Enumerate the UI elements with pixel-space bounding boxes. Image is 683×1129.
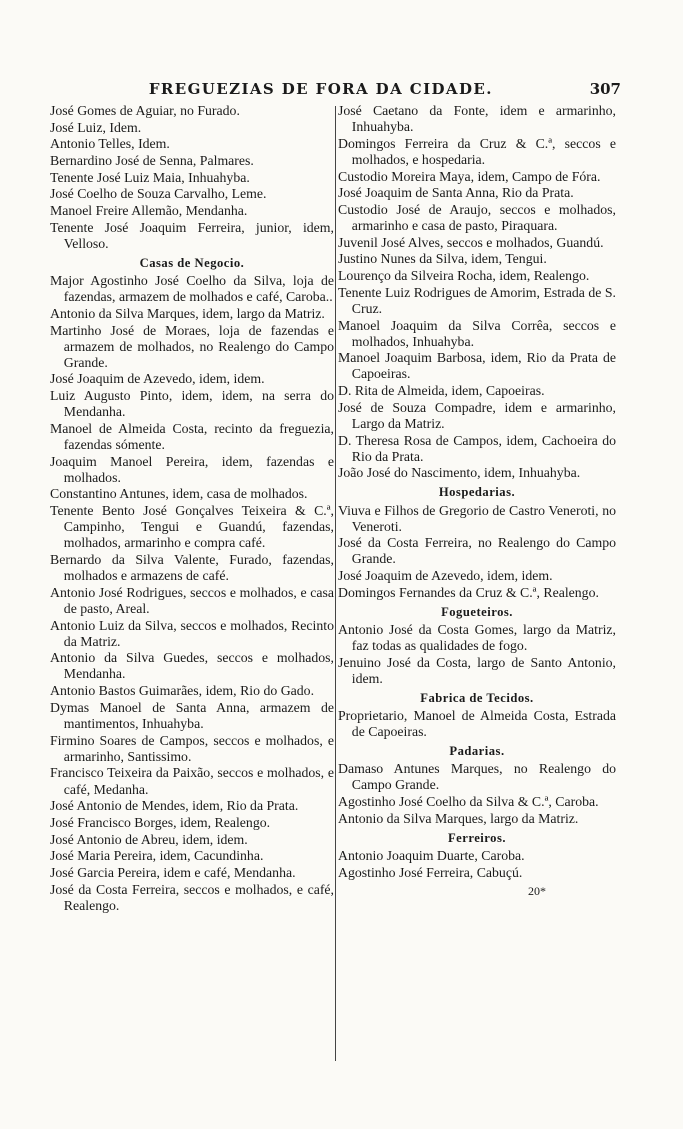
directory-entry: José Francisco Borges, idem, Realengo. xyxy=(50,814,271,830)
directory-entry: Luiz Augusto Pinto, idem, idem, na serra do Mendanha. xyxy=(50,388,334,420)
directory-entry: Antonio da Silva Guedes, seccos e molhados, Mendanha. xyxy=(50,650,334,682)
directory-entry: Martinho José de Moraes, loja de fazendas e armazem de molhados, no Realengo do Campo Grande. xyxy=(50,322,334,370)
directory-entry: José Joaquim de Azevedo, idem, idem. xyxy=(338,568,553,584)
directory-entry: Manoel de Almeida Costa, recinto da freguezia, fazendas sómente. xyxy=(50,420,334,452)
directory-entry: José da Costa Ferreira, no Realengo do Campo Grande. xyxy=(338,535,616,567)
page-number: 307 xyxy=(589,80,621,98)
directory-entry: Lourenço da Silveira Rocha, idem, Realengo. xyxy=(338,268,590,284)
directory-entry: Domingos Ferreira da Cruz & C.ª, seccos e molhados, e hospedaria. xyxy=(338,135,616,167)
directory-entry: Dymas Manoel de Santa Anna, armazem de mantimentos, Inhuahyba. xyxy=(50,699,334,731)
section-heading: Casas de Negocio. xyxy=(139,256,245,270)
running-title: FREGUEZIAS DE FORA DA CIDADE. xyxy=(148,80,493,98)
directory-entry: Manoel Freire Allemão, Mendanha. xyxy=(50,203,248,219)
directory-entry: Firmino Soares de Campos, seccos e molhados, e armarinho, Santissimo. xyxy=(50,732,334,764)
directory-entry: Joaquim Manoel Pereira, idem, fazendas e molhados. xyxy=(50,453,334,485)
directory-entry: Damaso Antunes Marques, no Realengo do Campo Grande. xyxy=(338,761,616,793)
directory-entry: Antonio José da Costa Gomes, largo da Matriz, faz todas as qualidades de fogo. xyxy=(338,622,616,654)
directory-entry: João José do Nascimento, idem, Inhuahyba. xyxy=(338,465,581,481)
directory-entry: José Luiz, Idem. xyxy=(50,119,142,135)
section-heading: Fabrica de Tecidos. xyxy=(420,690,534,705)
section-heading: Padarias. xyxy=(449,744,505,759)
directory-entry: Jenuino José da Costa, largo de Santo Antonio, idem. xyxy=(338,654,616,686)
directory-entry: Constantino Antunes, idem, casa de molhados. xyxy=(50,486,308,502)
directory-entry: Antonio da Silva Marques, largo da Matriz. xyxy=(338,810,579,826)
right-column xyxy=(338,103,616,899)
directory-entry: D. Theresa Rosa de Campos, idem, Cachoeira do Rio da Prata. xyxy=(338,432,616,464)
left-column xyxy=(50,103,334,914)
directory-entry: Antonio Joaquim Duarte, Caroba. xyxy=(338,848,525,863)
directory-entry: Justino Nunes da Silva, idem, Tengui. xyxy=(338,251,547,267)
column-rule xyxy=(335,106,336,1061)
directory-entry: Antonio da Silva Marques, idem, largo da Matriz. xyxy=(50,305,325,321)
directory-entry: José Joaquim de Santa Anna, Rio da Prata. xyxy=(338,185,574,201)
signature-mark: 20* xyxy=(528,883,546,898)
directory-entry: Tenente José Joaquim Ferreira, junior, idem, Velloso. xyxy=(50,219,334,251)
directory-entry: José Joaquim de Azevedo, idem, idem. xyxy=(50,371,265,387)
directory-entry: Juvenil José Alves, seccos e molhados, Guandú. xyxy=(338,234,604,250)
section-heading: Hospedarias. xyxy=(438,485,516,500)
directory-entry: Antonio José Rodrigues, seccos e molhados, e casa de pasto, Areal. xyxy=(50,584,334,616)
directory-entry: Antonio Telles, Idem. xyxy=(50,136,170,152)
directory-entry: Tenente José Luiz Maia, Inhuahyba. xyxy=(50,169,250,185)
page-header xyxy=(52,80,621,100)
directory-entry: Agostinho José Ferreira, Cabuçú. xyxy=(338,864,523,880)
directory-entry: José Maria Pereira, idem, Cacundinha. xyxy=(50,848,264,864)
directory-entry: José Coelho de Souza Carvalho, Leme. xyxy=(50,186,267,202)
directory-entry: Bernardino José de Senna, Palmares. xyxy=(50,153,254,169)
directory-entry: José Antonio de Mendes, idem, Rio da Prata. xyxy=(50,798,299,814)
directory-entry: Custodio José de Araujo, seccos e molhados, armarinho e casa de pasto, Piraquara. xyxy=(338,201,616,234)
directory-entry: Major Agostinho José Coelho da Silva, loja de fazendas, armazem de molhados e café, Caroba.. xyxy=(50,273,334,305)
directory-entry: Bernardo da Silva Valente, Furado, fazendas, molhados e armazens de café. xyxy=(50,552,334,584)
directory-entry: Antonio Bastos Guimarães, idem, Rio do Gado. xyxy=(50,683,315,699)
directory-entry: Agostinho José Coelho da Silva & C.ª, Caroba. xyxy=(338,794,599,810)
section-heading: Fogueteiros. xyxy=(441,604,513,619)
directory-entry: José da Costa Ferreira, seccos e molhados, e café, Realengo. xyxy=(50,881,334,913)
directory-entry: José Antonio de Abreu, idem, idem. xyxy=(50,831,248,847)
directory-entry: Domingos Fernandes da Cruz & C.ª, Realengo. xyxy=(338,584,599,600)
directory-entry: Manoel Joaquim Barbosa, idem, Rio da Prata de Capoeiras. xyxy=(338,350,616,382)
section-heading: Ferreiros. xyxy=(447,830,507,845)
directory-entry: José Gomes de Aguiar, no Furado. xyxy=(50,103,240,118)
directory-entry: Francisco Teixeira da Paixão, seccos e molhados, e café, Medanha. xyxy=(50,765,334,797)
directory-entry: Proprietario, Manoel de Almeida Costa, Estrada de Capoeiras. xyxy=(338,708,616,740)
directory-entry: D. Rita de Almeida, idem, Capoeiras. xyxy=(338,383,545,399)
directory-entry: Tenente Bento José Gonçalves Teixeira & C.ª, Campinho, Tengui e Guandú, fazendas, molhados, armarinho e compra café. xyxy=(50,503,334,551)
directory-entry: José Garcia Pereira, idem e café, Mendanha. xyxy=(50,864,296,880)
directory-entry: José Caetano da Fonte, idem e armarinho, Inhuahyba. xyxy=(338,103,616,135)
directory-entry: Antonio Luiz da Silva, seccos e molhados, Recinto da Matriz. xyxy=(50,617,334,649)
directory-entry: José de Souza Compadre, idem e armarinho, Largo da Matriz. xyxy=(338,399,616,431)
directory-entry: Viuva e Filhos de Gregorio de Castro Veneroti, no Veneroti. xyxy=(338,502,616,534)
directory-entry: Manoel Joaquim da Silva Corrêa, seccos e molhados, Inhuahyba. xyxy=(338,317,616,349)
directory-entry: Custodio Moreira Maya, idem, Campo de Fóra. xyxy=(338,168,601,184)
directory-entry: Tenente Luiz Rodrigues de Amorim, Estrada de S. Cruz. xyxy=(338,284,616,316)
